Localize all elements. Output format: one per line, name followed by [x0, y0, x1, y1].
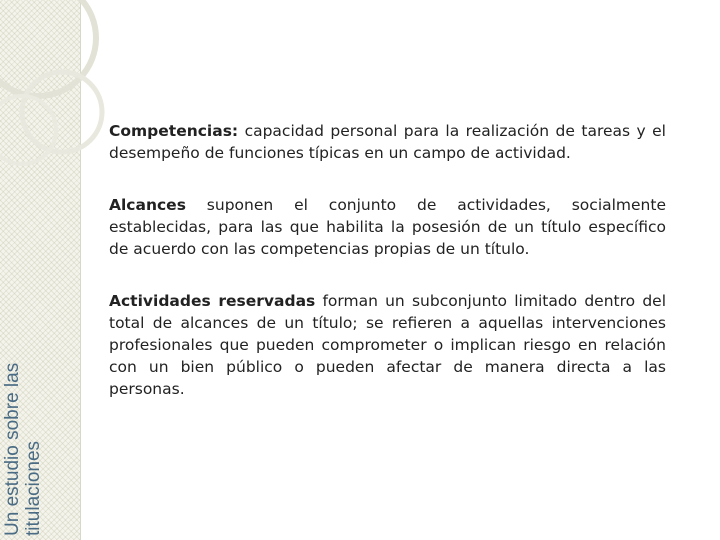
definition-alcances: suponen el conjunto de actividades, socialmente establecidas, para las que habilita la posesión de un título específico de acuerdo con las competencias propias de un título. [109, 196, 666, 258]
paragraph-alcances [109, 194, 666, 260]
vertical-title: Un estudio sobre las titulaciones [2, 362, 44, 536]
term-competencias: Competencias: [109, 122, 239, 140]
paragraph-competencias [109, 120, 666, 164]
definition-competencias: capacidad personal para la realización de tareas y el desempeño de funciones típicas en un campo de actividad. [109, 122, 666, 162]
definition-actividades-reservadas: forman un subconjunto limitado dentro del total de alcances de un título; se refieren a aquellas intervenciones profesionales que pueden comprometer o implican riesgo en relación con un bien público o pueden afectar de manera directa a las personas. [109, 292, 666, 398]
paragraph-actividades-reservadas [109, 290, 666, 400]
term-actividades-reservadas: Actividades reservadas [109, 292, 316, 310]
main-content [109, 120, 666, 430]
term-alcances: Alcances [109, 196, 186, 214]
